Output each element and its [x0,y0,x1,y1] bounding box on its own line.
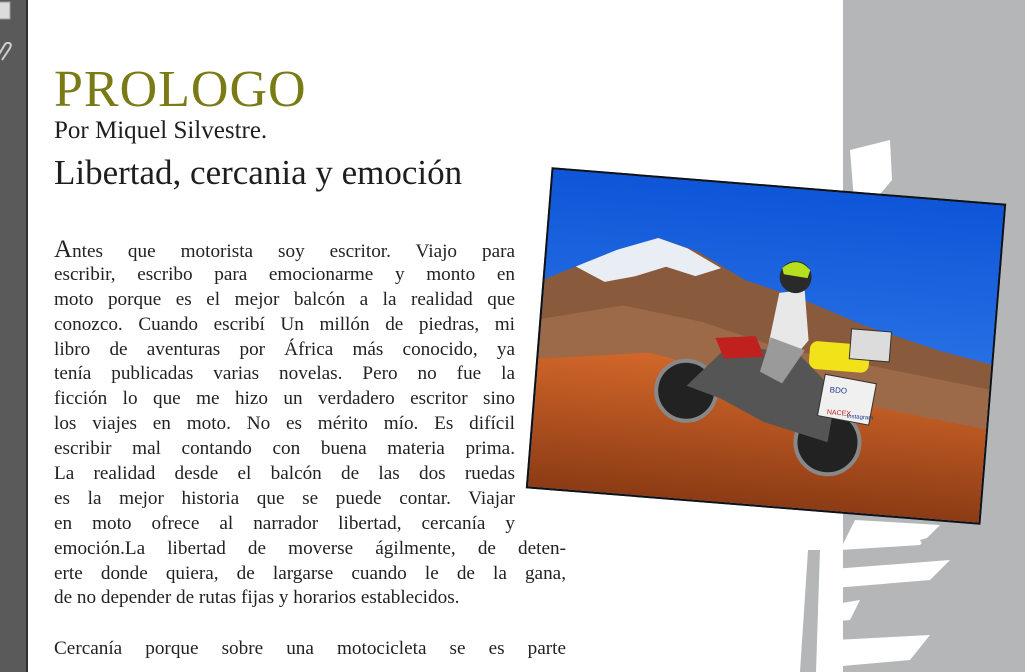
body-line: Antes que motorista soy escritor. Viajo para [54,236,515,263]
body-line: escribir, escribo para emocionarme y monto en [54,263,515,285]
body-line: ficción lo que me hizo un verdadero escritor sino [54,388,515,410]
body-line: emoción.La libertad de moverse ágilmente, de deten- [54,537,566,559]
body-line: moto porque es el mejor balcón a la realidad que [54,288,515,310]
body-line: La realidad desde el balcón de las dos ruedas [54,463,515,485]
body-line: es la mejor historia que se puede contar. Viajar [54,487,515,509]
next-paragraph: Cercanía porque sobre una motocicleta se es parte [54,638,566,659]
body-line: de no depender de rutas fijas y horarios establecidos. [54,587,460,609]
author-byline: Por Miquel Silvestre. [54,117,268,144]
attachment-icon[interactable] [0,42,12,62]
svg-text:NACEX: NACEX [826,409,852,419]
svg-text:BDO: BDO [829,385,848,396]
body-paragraph [54,238,566,611]
body-line: en moto ofrece al narrador libertad, cercanía y [54,512,515,534]
pages-icon[interactable] [0,0,12,20]
body-line: conozco. Cuando escribí Un millón de piedras, mi [54,313,515,335]
body-line: erte donde quiera, de largarse cuando le de la gana, [54,562,566,584]
page-title: PROLOGO [54,61,307,118]
left-toolbar [0,0,28,672]
svg-text:Instagram: Instagram [846,413,874,422]
body-line: los viajes en moto. No es mérito mío. Es difícil [54,413,515,435]
drop-cap: A [54,236,73,263]
body-line: tenía publicadas varias novelas. Pero no fue la [54,363,515,385]
motorcycle-photo [526,167,1006,525]
article-subtitle: Libertad, cercania y emoción [54,153,463,192]
body-line: libro de aventuras por África más conocido, ya [54,338,515,360]
body-line: escribir mal contando con buena materia prima. [54,438,515,460]
